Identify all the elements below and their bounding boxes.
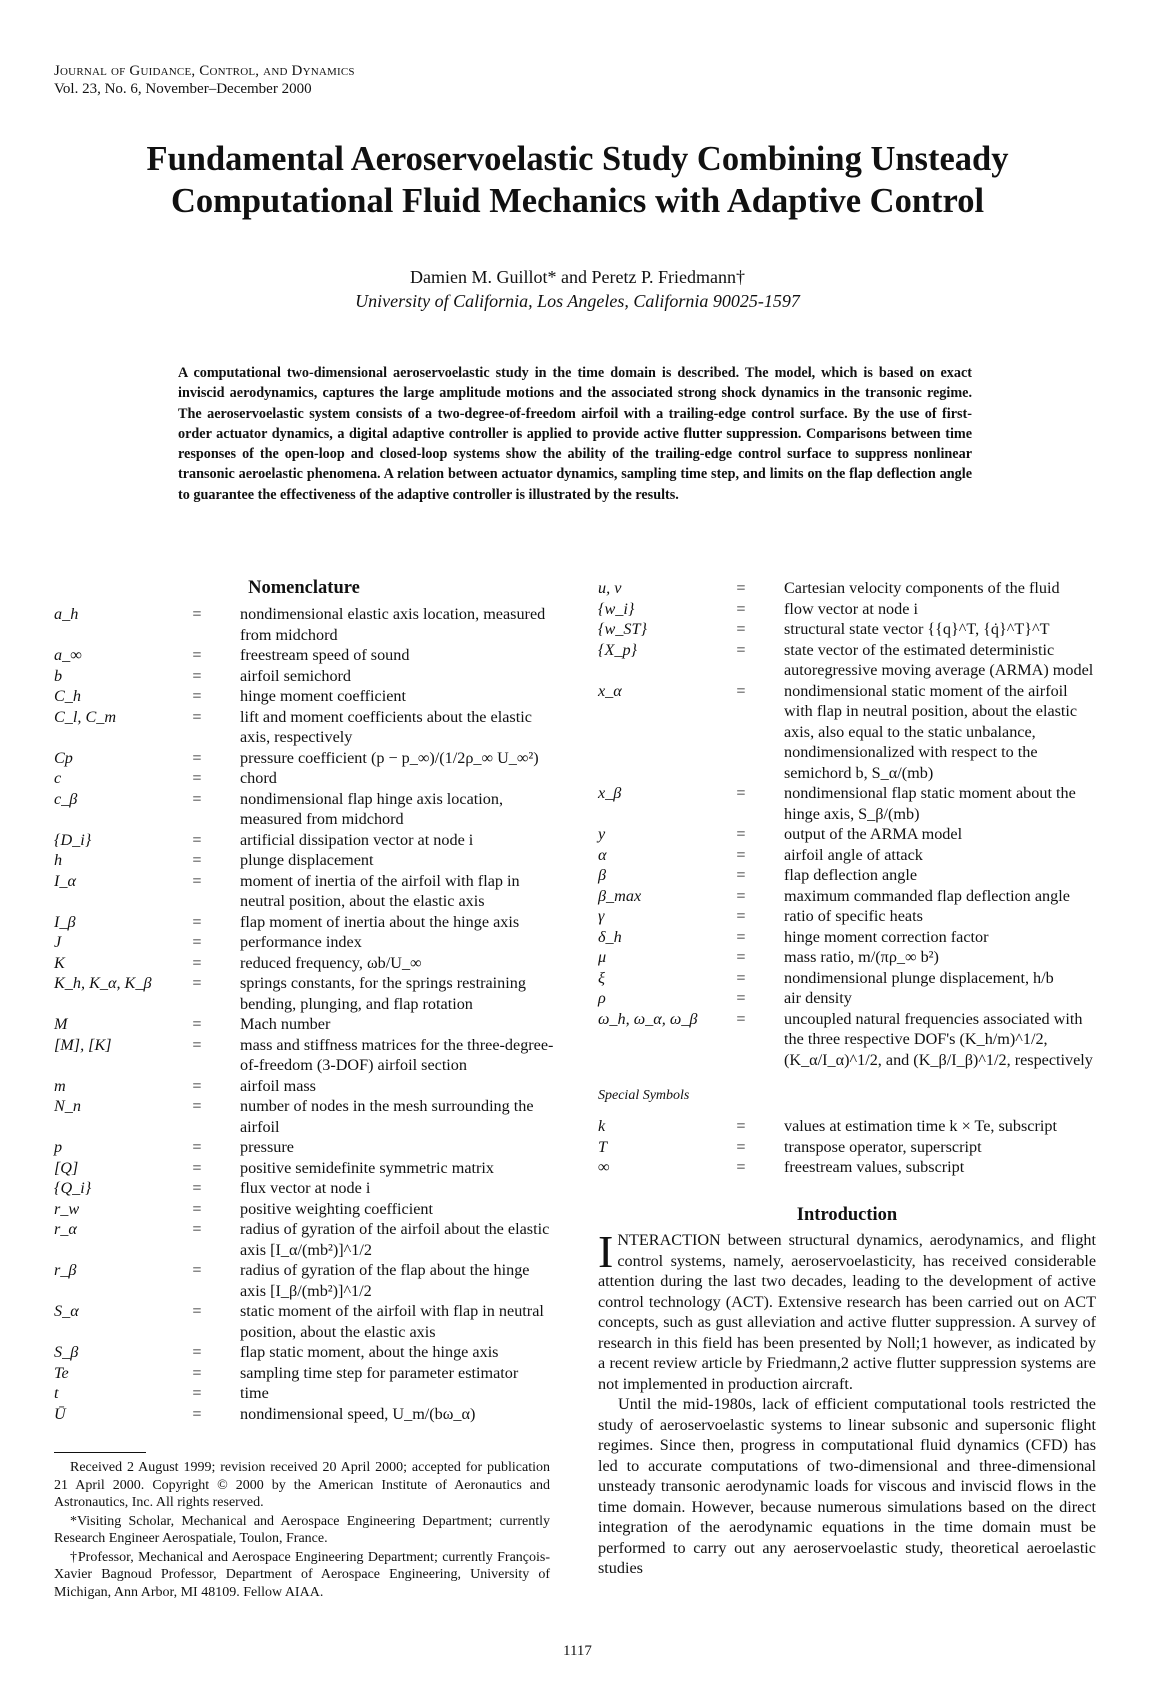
nomenclature-equals: =: [192, 1076, 202, 1095]
nomenclature-equals: =: [192, 1138, 202, 1156]
nomenclature-row: [54, 666, 554, 687]
nomenclature-definition: lift and moment coefficients about the elastic axis, respectively: [240, 707, 532, 746]
special-symbols-heading: Special Symbols: [598, 1088, 690, 1103]
nomenclature-symbol: x_β: [598, 784, 622, 802]
nomenclature-definition: nondimensional flap static moment about the hinge axis, S_β/(mb): [784, 784, 1076, 823]
nomenclature-row: [54, 1137, 554, 1158]
nomenclature-row: [598, 578, 1096, 599]
nomenclature-equals: =: [192, 769, 202, 787]
nomenclature-symbol: C_h: [54, 687, 81, 705]
nomenclature-definition: plunge displacement: [240, 851, 374, 869]
nomenclature-equals: =: [192, 1220, 202, 1238]
nomenclature-symbol: C_l, C_m: [54, 707, 117, 726]
nomenclature-symbol: M: [54, 1015, 68, 1033]
nomenclature-row: [598, 1137, 1096, 1158]
nomenclature-equals: =: [192, 1384, 202, 1402]
nomenclature-row: [54, 1219, 554, 1260]
nomenclature-definition: flap deflection angle: [784, 866, 918, 884]
nomenclature-row: [54, 830, 554, 851]
nomenclature-equals: =: [192, 1158, 202, 1177]
nomenclature-symbol: J: [54, 933, 62, 951]
nomenclature-definition: air density: [784, 989, 852, 1007]
nomenclature-symbol: {Q_i}: [54, 1179, 92, 1197]
nomenclature-row: [598, 783, 1096, 824]
nomenclature-symbol: a_∞: [54, 646, 82, 664]
nomenclature-symbol: T: [598, 1137, 608, 1156]
intro-paragraph-1: [598, 1226, 1096, 1394]
nomenclature-row: [598, 906, 1096, 927]
nomenclature-definition: airfoil mass: [240, 1076, 316, 1095]
nomenclature-symbol: K_h, K_α, K_β: [54, 974, 152, 992]
introduction-body: [598, 1226, 1096, 1579]
nomenclature-symbol: r_α: [54, 1220, 77, 1238]
nomenclature-definition: hinge moment correction factor: [784, 927, 989, 946]
nomenclature-definition: uncoupled natural frequencies associated with the three respective DOF's (K_h/m)^1/2, (K_α/I_α)^1/2, and (K_β/I_β)^1/2, respectively: [784, 1009, 1093, 1069]
nomenclature-definition: Mach number: [240, 1015, 331, 1033]
nomenclature-symbol: t: [54, 1384, 59, 1402]
nomenclature-equals: =: [192, 1363, 202, 1382]
nomenclature-symbol: m: [54, 1076, 66, 1095]
nomenclature-definition: performance index: [240, 933, 362, 951]
nomenclature-row: [54, 1158, 554, 1179]
nomenclature-equals: =: [736, 968, 746, 987]
nomenclature-row: [54, 645, 554, 666]
nomenclature-definition: number of nodes in the mesh surrounding the airfoil: [240, 1097, 534, 1136]
nomenclature-row: [54, 1260, 554, 1301]
nomenclature-row: [598, 886, 1096, 907]
nomenclature-definition: output of the ARMA model: [784, 825, 963, 843]
nomenclature-row: [54, 850, 554, 871]
nomenclature-symbol: {w_ST}: [598, 620, 647, 638]
nomenclature-equals: =: [192, 1261, 202, 1279]
nomenclature-equals: =: [736, 1117, 746, 1135]
nomenclature-equals: =: [736, 825, 746, 843]
nomenclature-equals: =: [192, 687, 202, 705]
title-line-1: Fundamental Aeroservoelastic Study Combining Unsteady: [146, 140, 1009, 178]
nomenclature-equals: =: [192, 748, 202, 767]
affiliation: University of California, Los Angeles, California 90025-1597: [355, 291, 800, 311]
nomenclature-equals: =: [736, 640, 746, 659]
nomenclature-row: [54, 1199, 554, 1220]
nomenclature-row: [54, 768, 554, 789]
nomenclature-equals: =: [736, 927, 746, 946]
nomenclature-equals: =: [736, 599, 746, 618]
nomenclature-definition: static moment of the airfoil with flap in neutral position, about the elastic axis: [240, 1302, 544, 1341]
nomenclature-row: [54, 1342, 554, 1363]
nomenclature-equals: =: [736, 1158, 746, 1176]
nomenclature-symbol: {w_i}: [598, 599, 635, 618]
nomenclature-symbol: α: [598, 845, 607, 864]
nomenclature-equals: =: [736, 784, 746, 802]
nomenclature-symbol: k: [598, 1117, 606, 1135]
nomenclature-symbol: b: [54, 666, 63, 685]
nomenclature-definition: artificial dissipation vector at node i: [240, 830, 474, 849]
introduction-heading: Introduction: [796, 1205, 898, 1225]
nomenclature-row: [54, 1301, 554, 1342]
nomenclature-row: [54, 1035, 554, 1076]
nomenclature-definition: flap static moment, about the hinge axis: [240, 1343, 499, 1361]
nomenclature-equals: =: [192, 871, 202, 890]
nomenclature-definition: nondimensional elastic axis location, measured from midchord: [240, 605, 546, 644]
nomenclature-symbol: ω_h, ω_α, ω_β: [598, 1009, 698, 1028]
nomenclature-symbol: I_α: [54, 871, 76, 890]
nomenclature-symbol: β_max: [598, 886, 642, 905]
nomenclature-definition: moment of inertia of the airfoil with flap in neutral position, about the elastic axis: [240, 871, 520, 910]
nomenclature-definition: mass ratio, m/(πρ_∞ b²): [784, 948, 939, 966]
intro-paragraph-2: Until the mid-1980s, lack of efficient computational tools restricted the study of aeroservoelastic systems to linear subsonic and supersonic flight regimes. Since then, progress in computational fluid dynamics (CFD) has led to accurate computations of two-dimensional and three-dimensional unsteady transonic aerodynamic loads for viscous and inviscid flows in the time domain. However, because numerous simulations based on the direct integration of the aerodynamic equations in the time domain must be performed to carry out any aeroservoelastic study, theoretical aeroelastic studies: [598, 1395, 1096, 1577]
nomenclature-equals: =: [736, 579, 746, 597]
nomenclature-equals: =: [192, 912, 202, 931]
nomenclature-row: [54, 707, 554, 748]
nomenclature-row: [54, 1014, 554, 1035]
journal-header: [54, 62, 355, 98]
footnote-rule: [54, 1452, 146, 1453]
drop-cap: I: [598, 1226, 614, 1277]
nomenclature-definition: pressure coefficient (p − p_∞)/(1/2ρ_∞ U_∞²): [240, 748, 539, 767]
nomenclature-left: [54, 604, 554, 1424]
nomenclature-definition: airfoil semichord: [240, 666, 352, 685]
nomenclature-equals: =: [192, 666, 202, 685]
footnotes: [54, 1459, 550, 1602]
nomenclature-definition: radius of gyration of the airfoil about the elastic axis [I_α/(mb²)]^1/2: [240, 1220, 550, 1259]
nomenclature-row: [598, 1009, 1096, 1071]
nomenclature-equals: =: [192, 933, 202, 951]
nomenclature-definition: transpose operator, superscript: [784, 1137, 982, 1156]
nomenclature-symbol: p: [54, 1138, 63, 1156]
nomenclature-symbol: ξ: [598, 968, 605, 987]
nomenclature-row: [598, 1157, 1096, 1178]
nomenclature-row: [54, 748, 554, 769]
nomenclature-definition: freestream values, subscript: [784, 1158, 965, 1176]
nomenclature-symbol: [Q]: [54, 1158, 79, 1177]
nomenclature-definition: nondimensional plunge displacement, h/b: [784, 968, 1054, 987]
nomenclature-equals: =: [192, 646, 202, 664]
nomenclature-symbol: S_β: [54, 1343, 79, 1361]
nomenclature-definition: time: [240, 1384, 269, 1402]
nomenclature-row: [54, 932, 554, 953]
nomenclature-definition: ratio of specific heats: [784, 907, 923, 925]
nomenclature-equals: =: [192, 1302, 202, 1320]
nomenclature-row: [598, 824, 1096, 845]
nomenclature-row: [54, 912, 554, 933]
nomenclature-row: [598, 968, 1096, 989]
nomenclature-row: [598, 599, 1096, 620]
nomenclature-definition: chord: [240, 769, 277, 787]
nomenclature-definition: pressure: [240, 1138, 294, 1156]
nomenclature-definition: nondimensional flap hinge axis location, measured from midchord: [240, 789, 503, 828]
nomenclature-symbol: K: [54, 953, 65, 972]
footnote-author2: †Professor, Mechanical and Aerospace Engineering Department; currently François-Xavier Bagnoud Professor, Department of Aerospace Engineering, University of Michigan, Ann Arbor, MI 48109. Fellow AIAA.: [54, 1549, 550, 1600]
nomenclature-symbol: δ_h: [598, 927, 622, 946]
nomenclature-definition: maximum commanded flap deflection angle: [784, 886, 1070, 905]
nomenclature-definition: flow vector at node i: [784, 599, 918, 618]
nomenclature-equals: =: [192, 1015, 202, 1033]
nomenclature-definition: nondimensional static moment of the airfoil with flap in neutral position, about the elastic axis, also equal to the static unbalance, nondimensionalized with respect to the semichord b, S_α/(mb): [784, 681, 1078, 782]
nomenclature-row: [54, 1383, 554, 1404]
authors: Damien M. Guillot* and Peretz P. Friedmann†: [410, 267, 745, 287]
nomenclature-symbol: γ: [598, 907, 605, 925]
nomenclature-equals: =: [192, 1179, 202, 1197]
nomenclature-equals: =: [192, 707, 202, 726]
nomenclature-symbol: a_h: [54, 605, 79, 623]
abstract: A computational two-dimensional aeroservoelastic study in the time domain is described. The model, which is based on exact inviscid aerodynamics, captures the large amplitude motions and the associated strong shock dynamics in the transonic regime. The aeroservoelastic system consists of a two-degree-of-freedom airfoil with a trailing-edge control surface. By the use of first-order actuator dynamics, a digital adaptive controller is applied to provide active flutter suppression. Comparisons between time responses of the open-loop and closed-loop systems show the ability of the trailing-edge control surface to suppress nonlinear transonic aeroelastic phenomena. A relation between actuator dynamics, sampling time step, and limits on the flap deflection angle to guarantee the effectiveness of the adaptive controller is illustrated by the results.: [178, 365, 972, 503]
nomenclature-symbol: I_β: [54, 912, 76, 931]
nomenclature-definition: Cartesian velocity components of the fluid: [784, 579, 1060, 597]
nomenclature-row: [598, 865, 1096, 886]
nomenclature-definition: reduced frequency, ωb/U_∞: [240, 953, 422, 972]
nomenclature-row: [598, 845, 1096, 866]
special-symbols: [598, 1116, 1096, 1178]
nomenclature-symbol: Ū: [54, 1404, 66, 1423]
nomenclature-symbol: c: [54, 769, 62, 787]
nomenclature-symbol: {D_i}: [54, 830, 92, 849]
nomenclature-definition: structural state vector {{q}^T, {q̇}^T}^T: [784, 620, 1050, 638]
nomenclature-symbol: u, v: [598, 579, 622, 597]
nomenclature-row: [598, 640, 1096, 681]
nomenclature-symbol: c_β: [54, 789, 78, 808]
nomenclature-row: [598, 681, 1096, 784]
nomenclature-row: [54, 1363, 554, 1384]
intro-p1-text: NTERACTION between structural dynamics, aerodynamics, and flight control systems, namely, aeroservoelasticity, has received considerable attention during the last two decades, leading to the development of active control technology (ACT). Extensive research has been carried out on ACT concepts, such as gust alleviation and active flutter suppression. A survey of research in this field has been presented by Noll;1 however, as indicated by a recent review article by Friedmann,2 active flutter suppression systems are not implemented in production aircraft.: [598, 1231, 1096, 1393]
nomenclature-definition: freestream speed of sound: [240, 646, 410, 664]
nomenclature-row: [54, 1076, 554, 1097]
nomenclature-equals: =: [736, 989, 746, 1007]
nomenclature-equals: =: [736, 866, 746, 884]
nomenclature-row: [54, 1404, 554, 1425]
nomenclature-equals: =: [192, 1035, 202, 1054]
footnote-author1: *Visiting Scholar, Mechanical and Aerospace Engineering Department; currently Research Engineer Aerospatiale, Toulon, France.: [54, 1513, 550, 1546]
nomenclature-definition: values at estimation time k × Te, subscript: [784, 1117, 1057, 1135]
nomenclature-row: [54, 1096, 554, 1137]
nomenclature-equals: =: [736, 907, 746, 925]
nomenclature-equals: =: [192, 851, 202, 869]
nomenclature-heading: Nomenclature: [248, 578, 360, 598]
nomenclature-equals: =: [192, 1404, 202, 1423]
nomenclature-row: [54, 953, 554, 974]
nomenclature-definition: nondimensional speed, U_m/(bω_α): [240, 1404, 476, 1423]
nomenclature-equals: =: [192, 1097, 202, 1115]
page-number: 1117: [563, 1643, 592, 1659]
nomenclature-symbol: h: [54, 851, 63, 869]
journal-volume: Vol. 23, No. 6, November–December 2000: [54, 81, 312, 97]
nomenclature-symbol: μ: [598, 948, 607, 966]
nomenclature-symbol: ρ: [598, 989, 606, 1007]
nomenclature-row: [598, 619, 1096, 640]
nomenclature-row: [54, 789, 554, 830]
nomenclature-row: [598, 988, 1096, 1009]
nomenclature-symbol: y: [598, 825, 606, 843]
nomenclature-row: [54, 604, 554, 645]
nomenclature-equals: =: [736, 1009, 746, 1028]
nomenclature-symbol: ∞: [598, 1158, 610, 1176]
nomenclature-equals: =: [736, 1137, 746, 1156]
nomenclature-symbol: β: [598, 866, 607, 884]
nomenclature-symbol: Cp: [54, 748, 73, 767]
nomenclature-symbol: r_β: [54, 1261, 77, 1279]
nomenclature-definition: positive weighting coefficient: [240, 1199, 434, 1218]
nomenclature-row: [598, 927, 1096, 948]
nomenclature-equals: =: [736, 620, 746, 638]
nomenclature-definition: radius of gyration of the flap about the hinge axis [I_β/(mb²)]^1/2: [240, 1261, 530, 1300]
paper-title: [60, 138, 1095, 222]
nomenclature-equals: =: [192, 1199, 202, 1218]
nomenclature-symbol: [M], [K]: [54, 1035, 112, 1054]
nomenclature-row: [54, 1178, 554, 1199]
nomenclature-definition: hinge moment coefficient: [240, 687, 407, 705]
nomenclature-row: [54, 871, 554, 912]
nomenclature-equals: =: [736, 948, 746, 966]
nomenclature-right: [598, 578, 1096, 1070]
nomenclature-symbol: S_α: [54, 1302, 79, 1320]
title-line-2: Computational Fluid Mechanics with Adaptive Control: [170, 182, 985, 220]
nomenclature-symbol: {X_p}: [598, 640, 638, 659]
journal-name: Journal of Guidance, Control, and Dynamics: [54, 63, 355, 79]
nomenclature-definition: mass and stiffness matrices for the three-degree-of-freedom (3-DOF) airfoil section: [240, 1035, 554, 1074]
nomenclature-symbol: x_α: [598, 681, 622, 700]
nomenclature-equals: =: [192, 974, 202, 992]
nomenclature-definition: state vector of the estimated deterministic autoregressive moving average (ARMA) model: [784, 640, 1094, 679]
nomenclature-symbol: N_n: [54, 1097, 81, 1115]
nomenclature-row: [598, 947, 1096, 968]
nomenclature-definition: sampling time step for parameter estimator: [240, 1363, 519, 1382]
nomenclature-equals: =: [192, 1343, 202, 1361]
nomenclature-definition: flux vector at node i: [240, 1179, 371, 1197]
nomenclature-definition: springs constants, for the springs restraining bending, plunging, and flap rotation: [240, 974, 526, 1013]
nomenclature-definition: flap moment of inertia about the hinge axis: [240, 912, 520, 931]
nomenclature-equals: =: [192, 953, 202, 972]
nomenclature-row: [598, 1116, 1096, 1137]
nomenclature-symbol: Te: [54, 1363, 69, 1382]
nomenclature-equals: =: [192, 830, 202, 849]
nomenclature-definition: positive semidefinite symmetric matrix: [240, 1158, 494, 1177]
nomenclature-row: [54, 973, 554, 1014]
nomenclature-equals: =: [736, 886, 746, 905]
nomenclature-definition: airfoil angle of attack: [784, 845, 923, 864]
nomenclature-row: [54, 686, 554, 707]
nomenclature-equals: =: [736, 845, 746, 864]
nomenclature-equals: =: [192, 605, 202, 623]
nomenclature-equals: =: [736, 681, 746, 700]
nomenclature-symbol: r_w: [54, 1199, 80, 1218]
footnote-received: Received 2 August 1999; revision received 20 April 2000; accepted for publication 21 April 2000. Copyright © 2000 by the American Institute of Aeronautics and Astronautics, Inc. All rights reserved.: [54, 1460, 550, 1510]
nomenclature-equals: =: [192, 789, 202, 808]
